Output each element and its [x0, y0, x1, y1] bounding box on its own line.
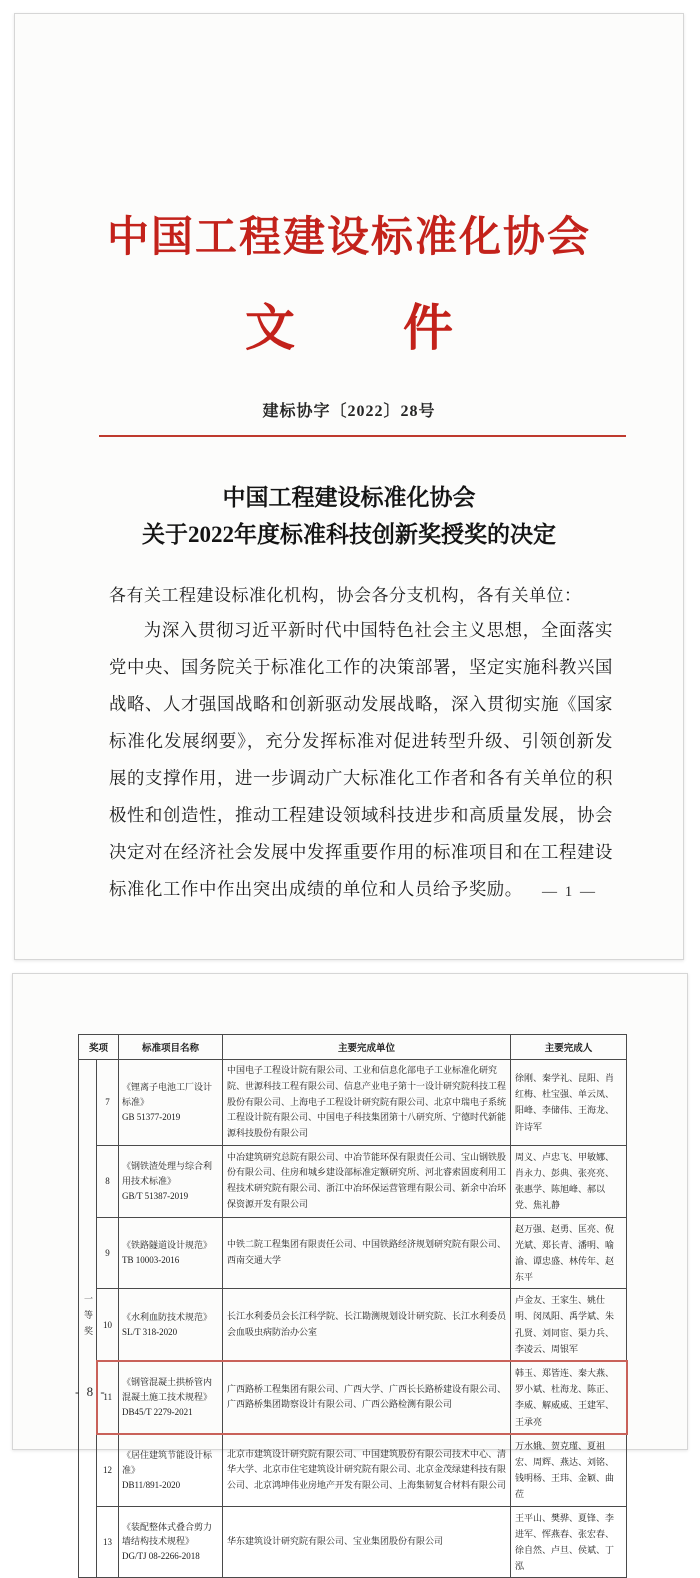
standard-title: 《锂离子电池工厂设计标准》 [122, 1082, 213, 1107]
decision-title-line2: 关于2022年度标准科技创新奖授奖的决定 [142, 522, 556, 547]
table-row [79, 1217, 627, 1289]
standard-name-cell [119, 1289, 223, 1361]
row-number: 12 [97, 1434, 119, 1506]
standard-title: 《水利血防技术规范》 [122, 1311, 213, 1322]
table-row [79, 1506, 627, 1578]
page-number-1: — 1 — [542, 884, 597, 900]
organizations-cell: 中国电子工程设计院有限公司、工业和信息化部电子工业标准化研究院、世源科技工程有限公司、信息产业电子第十一设计研究院科技工程股份有限公司、上海电子工程设计研究院有限公司、北京中瑞电子系统工程设计院有限公司、中国电子科技集团第十八研究所、宁德时代新能源科技股份有限公司 [223, 1060, 511, 1146]
standard-code: GB/T 51387-2019 [122, 1190, 189, 1201]
organizations-cell: 华东建筑设计研究院有限公司、宝业集团股份有限公司 [223, 1506, 511, 1578]
awards-table-body [79, 1060, 627, 1578]
table-row [79, 1289, 627, 1361]
decision-title [15, 479, 683, 553]
table-row [79, 1434, 627, 1506]
contributors-cell: 卢金友、王家生、姚仕明、闵凤阳、禹学斌、朱孔贤、刘同宦、渠力兵、李凌云、周银军 [511, 1289, 627, 1361]
standard-name-cell [119, 1217, 223, 1289]
document-word [15, 288, 683, 360]
standard-name-cell [119, 1434, 223, 1506]
organizations-cell: 广西路桥工程集团有限公司、广西大学、广西长长路桥建设有限公司、广西路桥集团勘察设计有限公司、广西公路检测有限公司 [223, 1361, 511, 1434]
standard-title: 《铁路隧道设计规范》 [122, 1240, 213, 1251]
page-number-8: - 8 - [75, 1384, 107, 1399]
header-award-category: 奖项 [79, 1035, 119, 1060]
doc-word-jian: 件 [403, 300, 453, 356]
page-1 [14, 13, 684, 960]
header-contributors: 主要完成人 [511, 1035, 627, 1060]
table-row [79, 1361, 627, 1434]
standard-code: DB11/891-2020 [122, 1479, 181, 1490]
contributors-cell: 周义、卢忠飞、甲敏娜、肖永力、彭典、张亮亮、张惠学、陈旭峰、郝以党、焦礼静 [511, 1145, 627, 1217]
decision-title-line1: 中国工程建设标准化协会 [222, 485, 476, 510]
row-number: 13 [97, 1506, 119, 1578]
standard-title: 《居住建筑节能设计标准》 [122, 1449, 213, 1475]
contributors-cell: 赵万强、赵勇、匡亮、倪光斌、郑长青、潘明、喻渝、谭忠盛、林传年、赵东平 [511, 1217, 627, 1289]
row-number: 7 [97, 1060, 119, 1146]
header-standard-name: 标准项目名称 [119, 1035, 223, 1060]
standard-code: DG/TJ 08-2266-2018 [122, 1551, 200, 1562]
header-organizations: 主要完成单位 [223, 1035, 511, 1060]
organizations-cell: 中冶建筑研究总院有限公司、中冶节能环保有限责任公司、宝山钢铁股份有限公司、住房和城乡建设部标准定额研究所、河北睿索固废利用工程技术研究院有限公司、浙江中冶环保运营管理有限公司、新余中冶环保资源开发有限公司 [223, 1145, 511, 1217]
standard-name-cell [119, 1145, 223, 1217]
contributors-cell: 万水娥、贺克瑾、夏祖宏、周辉、燕达、刘铭、钱明杨、王玮、金颖、曲莅 [511, 1434, 627, 1506]
salutation: 各有关工程建设标准化机构，协会各分支机构，各有关单位： [109, 586, 582, 605]
standard-code: GB 51377-2019 [122, 1111, 181, 1122]
standard-title: 《钢铁渣处理与综合利用技术标准》 [122, 1160, 213, 1186]
organizations-cell: 北京市建筑设计研究院有限公司、中国建筑股份有限公司技术中心、清华大学、北京市住宅建筑设计研究院有限公司、北京金茂绿建科技有限公司、北京鸿坤伟业房地产开发有限公司、上海集韧复合材料有限公司 [223, 1434, 511, 1506]
organizations-cell: 长江水利委员会长江科学院、长江勘测规划设计研究院、长江水利委员会血吸虫病防治办公室 [223, 1289, 511, 1361]
doc-word-wen: 文 [245, 300, 295, 356]
organizations-cell: 中铁二院工程集团有限责任公司、中国铁路经济规划研究院有限公司、西南交通大学 [223, 1217, 511, 1289]
awards-table [78, 1034, 628, 1578]
row-number: 9 [97, 1217, 119, 1289]
row-number: 11 [97, 1361, 119, 1434]
standard-name-cell [119, 1506, 223, 1578]
contributors-cell: 王平山、樊骅、夏锋、李进军、恽燕春、张宏春、徐自然、卢旦、侯斌、丁泓 [511, 1506, 627, 1578]
standard-code: SL/T 318-2020 [122, 1326, 178, 1337]
body-paragraph: 为深入贯彻习近平新时代中国特色社会主义思想，全面落实党中央、国务院关于标准化工作的决策部署，坚定实施科教兴国战略、人才强国战略和创新驱动发展战略，深入贯彻实施《国家标准化发展纲要》，充分发挥标准对促进转型升级、引领创新发展的支撑作用，进一步调动广大标准化工作者和各有关单位的积极性和创造性，推动工程建设领域科技进步和高质量发展，协会决定对在经济社会发展中发挥重要作用的标准项目和在工程建设标准化工作中作出突出成绩的单位和人员给予奖励。 [109, 620, 613, 899]
contributors-cell: 韩玉、郑皆连、秦大燕、罗小斌、杜海龙、陈正、李威、解威威、王建军、王承亮 [511, 1361, 627, 1434]
standard-title: 《装配整体式叠合剪力墙结构技术规程》 [122, 1521, 213, 1547]
standard-title: 《钢管混凝土拱桥管内混凝土施工技术规程》 [122, 1377, 213, 1402]
document-number: 建标协字〔2022〕28号 [262, 403, 436, 420]
contributors-cell: 徐刚、秦学礼、昆阳、肖红梅、杜宝强、单云凤、阳峰、李储伟、王海龙、许诗军 [511, 1060, 627, 1146]
page-2 [12, 973, 688, 1572]
table-header-row [79, 1035, 627, 1060]
standard-code: TB 10003-2016 [122, 1254, 180, 1265]
row-number: 10 [97, 1289, 119, 1361]
association-title: 中国工程建设标准化协会 [106, 215, 591, 261]
standard-name-cell [119, 1361, 223, 1434]
table-row [79, 1060, 627, 1146]
standard-name-cell [119, 1060, 223, 1146]
red-divider-line [99, 435, 626, 437]
standard-code: DB45/T 2279-2021 [122, 1406, 193, 1417]
award-tier-cell: 一等奖 [79, 1060, 97, 1578]
table-row [79, 1145, 627, 1217]
row-number: 8 [97, 1145, 119, 1217]
